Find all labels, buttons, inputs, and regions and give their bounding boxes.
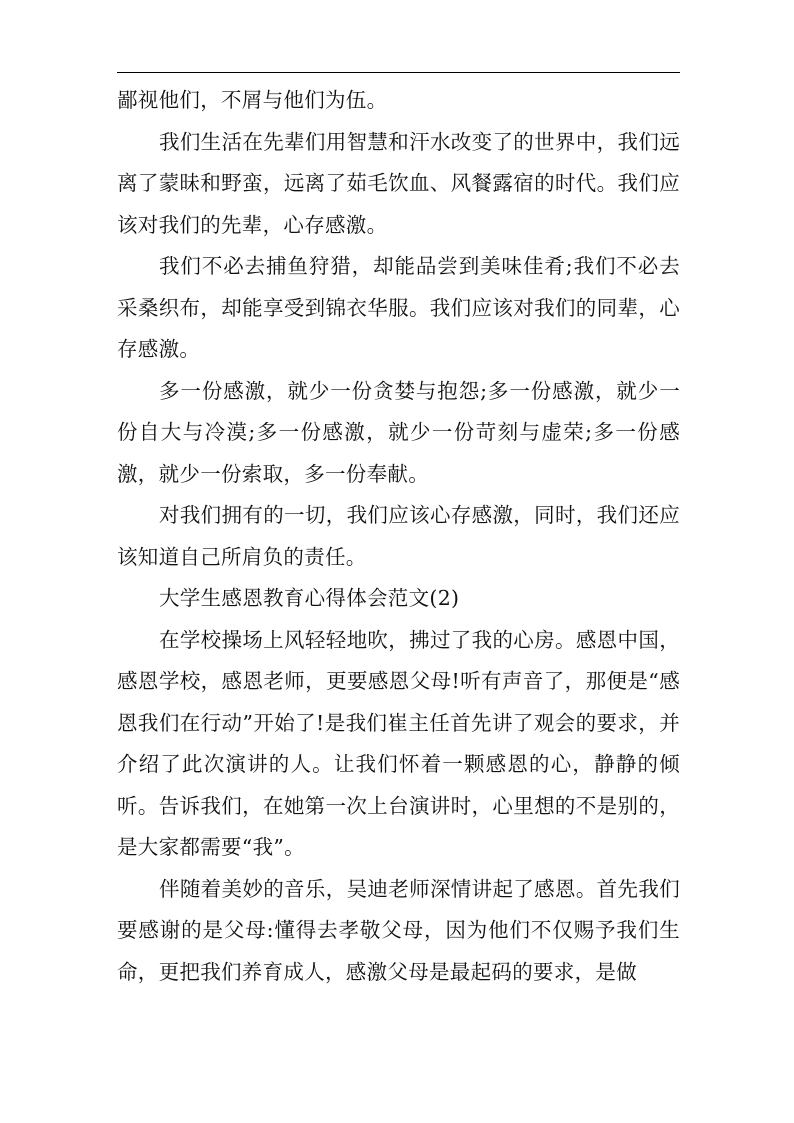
paragraph: 我们生活在先辈们用智慧和汗水改变了的世界中，我们远离了蒙昧和野蛮，远离了茹毛饮血、风餐露宿的时代。我们应该对我们的先辈，心存感激。 [117,129,680,237]
paragraph: 我们不必去捕鱼狩猎，却能品尝到美味佳肴;我们不必去采桑织布，却能享受到锦衣华服。我们应该对我们的同辈，心存感激。 [117,254,680,361]
paragraph: 在学校操场上风轻轻地吹，拂过了我的心房。感恩中国，感恩学校，感恩老师，更要感恩父母!听有声音了，那便是“感恩我们在行动”开始了!是我们崔主任首先讲了观会的要求，并介绍了此次演讲的人。让我们怀着一颗感恩的心，静静的倾听。告诉我们，在她第一次上台演讲时，心里想的不是别的，是大家都需要“我”。 [117,627,680,859]
section-heading: 大学生感恩教育心得体会范文(2) [159,586,460,610]
paragraph: 鄙视他们，不屑与他们为伍。 [117,88,388,112]
document-body [117,80,680,993]
paragraph: 对我们拥有的一切，我们应该心存感激，同时，我们还应该知道自己所肩负的责任。 [117,503,680,569]
header-rule [117,72,680,73]
paragraph: 伴随着美妙的音乐，吴迪老师深情讲起了感恩。首先我们要感谢的是父母:懂得去孝敬父母，因为他们不仅赐予我们生命，更把我们养育成人，感激父母是最起码的要求，是做 [117,876,680,984]
paragraph: 多一份感激，就少一份贪婪与抱怨;多一份感激，就少一份自大与冷漠;多一份感激，就少一份苛刻与虚荣;多一份感激，就少一份索取，多一份奉献。 [117,378,680,486]
